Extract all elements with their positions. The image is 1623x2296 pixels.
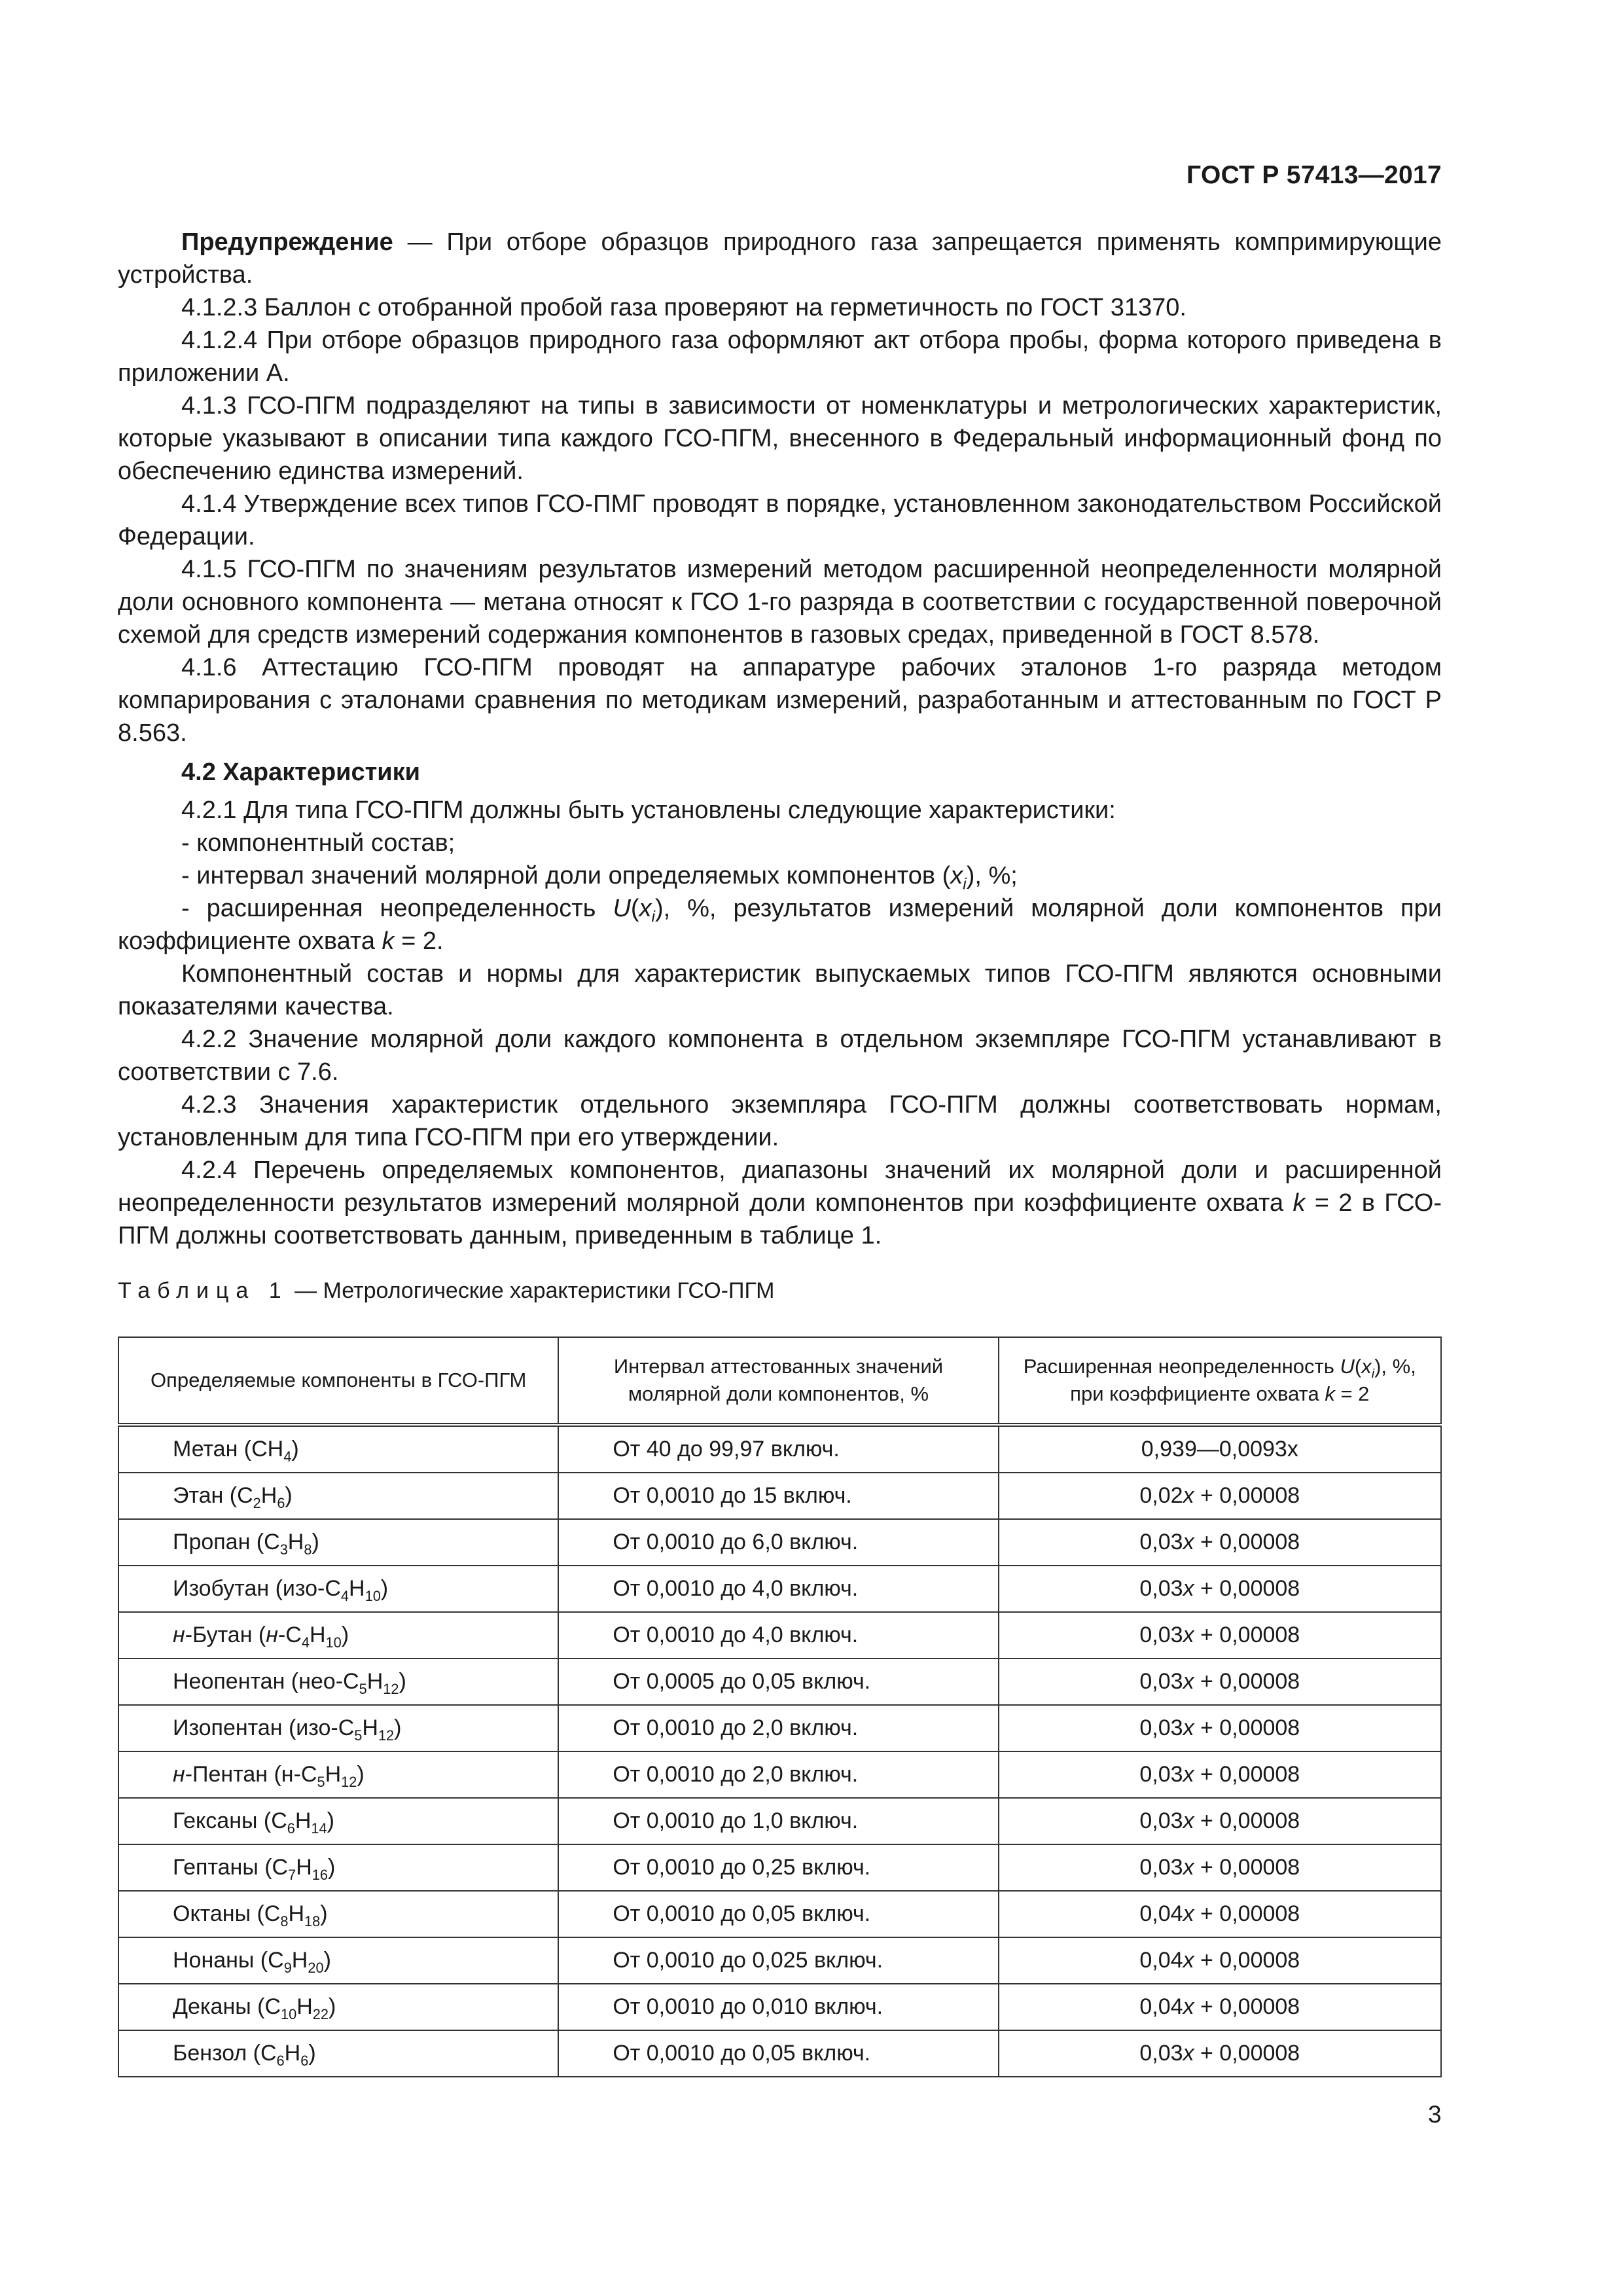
cell-uncertainty: 0,03x + 0,00008 <box>999 1751 1441 1798</box>
cell-component: Бензол $(C_6H_6)$ <box>118 2030 558 2077</box>
table-row-isobutane <box>118 1566 1441 1612</box>
table-row-methane <box>118 1425 1441 1473</box>
paragraph-4-1-2-4: 4.1.2.4 При отборе образцов природного газа оформляют акт отбора пробы, форма которого приведена в приложении А. <box>118 327 1442 387</box>
table-row-octanes <box>118 1891 1441 1937</box>
cell-component: Метан $(CH_4)$ <box>118 1425 558 1473</box>
cell-component: Октаны $(C_8H_{18})$ <box>118 1891 558 1937</box>
table-caption-label: Таблица 1 <box>118 1278 289 1303</box>
cell-range: От 0,0010 до 0,25 включ. <box>558 1844 998 1891</box>
paragraph-4-1-6: 4.1.6 Аттестацию ГСО-ПГМ проводят на аппаратуре рабочих эталонов 1-го разряда методом компарирования с эталонами сравнения по методикам измерений, разработанным и аттестованным по ГОСТ Р 8.563. <box>118 654 1442 747</box>
cell-range: От 40 до 99,97 включ. <box>558 1425 998 1473</box>
cell-uncertainty: 0,03x + 0,00008 <box>999 1659 1441 1705</box>
cell-component: н-Пентан $(н-C_5H_{12})$ <box>118 1751 558 1798</box>
cell-uncertainty: 0,03x + 0,00008 <box>999 1612 1441 1659</box>
warning-label: Предупреждение <box>181 228 393 256</box>
cell-component: Гептаны $(C_7H_{16})$ <box>118 1844 558 1891</box>
cell-range: От 0,0010 до 2,0 включ. <box>558 1705 998 1751</box>
warning-paragraph <box>118 226 1442 291</box>
cell-component: Деканы $(C_{10}H_{22})$ <box>118 1984 558 2030</box>
table-caption <box>118 1274 1442 1307</box>
cell-range: От 0,0010 до 15 включ. <box>558 1473 998 1519</box>
cell-range: От 0,0005 до 0,05 включ. <box>558 1659 998 1705</box>
table-row-nonanes <box>118 1937 1441 1984</box>
cell-uncertainty: 0,939—0,0093x <box>999 1425 1441 1473</box>
cell-component: Гексаны $(C_6H_{14})$ <box>118 1798 558 1844</box>
table-header-row <box>118 1337 1441 1425</box>
cell-component: Пропан $(C_3H_8)$ <box>118 1519 558 1566</box>
header-components: Определяемые компоненты в ГСО-ПГМ <box>118 1337 558 1425</box>
table-row-hexanes <box>118 1798 1441 1844</box>
paragraph-composition: Компонентный состав и нормы для характеристик выпускаемых типов ГСО-ПГМ являются основными показателями качества. <box>118 960 1442 1020</box>
table-row-propane <box>118 1519 1441 1566</box>
cell-uncertainty: 0,04x + 0,00008 <box>999 1891 1441 1937</box>
cell-range: От 0,0010 до 2,0 включ. <box>558 1751 998 1798</box>
cell-uncertainty: 0,04x + 0,00008 <box>999 1984 1441 2030</box>
table-row-benzene <box>118 2030 1441 2077</box>
table-row-decanes <box>118 1984 1441 2030</box>
cell-component: Нонаны $(C_9H_{20})$ <box>118 1937 558 1984</box>
cell-uncertainty: 0,03x + 0,00008 <box>999 1519 1441 1566</box>
cell-component: Этан $(C_2H_6)$ <box>118 1473 558 1519</box>
list-item-interval: - интервал значений молярной доли определяемых компонентов $(x_i)$, %; <box>181 862 1018 893</box>
cell-range: От 0,0010 до 0,010 включ. <box>558 1984 998 2030</box>
cell-uncertainty: 0,03x + 0,00008 <box>999 1566 1441 1612</box>
cell-uncertainty: 0,02x + 0,00008 <box>999 1473 1441 1519</box>
cell-range: От 0,0010 до 1,0 включ. <box>558 1798 998 1844</box>
table-row-n-pentane <box>118 1751 1441 1798</box>
table-row-n-butane <box>118 1612 1441 1659</box>
page-number: 3 <box>1428 2101 1442 2128</box>
standard-header: ГОСТ Р 57413—2017 <box>1186 161 1442 189</box>
cell-range: От 0,0010 до 4,0 включ. <box>558 1566 998 1612</box>
list-item-uncertainty: - расширенная неопределенность $U(x_i)$, %, результатов измерений молярной доли компонентов при коэффициенте охвата k = 2. <box>118 895 1442 955</box>
table-row-ethane <box>118 1473 1441 1519</box>
cell-uncertainty: 0,03x + 0,00008 <box>999 1844 1441 1891</box>
cell-component: Изобутан $(изо-C_4H_{10})$ <box>118 1566 558 1612</box>
warning-text: — При отборе образцов природного газа запрещается применять компримирующие устройства. <box>118 228 1442 289</box>
section-heading: 4.2 Характеристики <box>181 759 421 786</box>
table-row-neopentane <box>118 1659 1441 1705</box>
cell-component: Изопентан $(изо-C_5H_{12})$ <box>118 1705 558 1751</box>
paragraph-4-1-2-3: 4.1.2.3 Баллон с отобранной пробой газа проверяют на герметичность по ГОСТ 31370. <box>181 294 1186 321</box>
paragraph-4-2-1: 4.2.1 Для типа ГСО-ПГМ должны быть установлены следующие характеристики: <box>181 797 1116 824</box>
cell-range: От 0,0010 до 0,05 включ. <box>558 2030 998 2077</box>
paragraph-4-2-2: 4.2.2 Значение молярной доли каждого компонента в отдельном экземпляре ГСО-ПГМ устанавливают в соответствии с 7.6. <box>118 1026 1442 1086</box>
cell-uncertainty: 0,03x + 0,00008 <box>999 2030 1441 2077</box>
paragraph-4-1-5: 4.1.5 ГСО-ПГМ по значениям результатов измерений методом расширенной неопределенности молярной доли основного компонента — метана относят к ГСО 1-го разряда в соответствии с государственной поверочной схемой для средств измерений содержания компонентов в газовых средах, приведенной в ГОСТ 8.578. <box>118 556 1442 649</box>
paragraph-4-1-4: 4.1.4 Утверждение всех типов ГСО-ПМГ проводят в порядке, установленном законодательством Российской Федерации. <box>118 490 1442 550</box>
header-uncertainty: Расширенная неопределенность $U(x_i)$, %, при коэффициенте охвата k = 2 <box>999 1337 1441 1425</box>
paragraph-4-2-3: 4.2.3 Значения характеристик отдельного экземпляра ГСО-ПГМ должны соответствовать нормам, установленным для типа ГСО-ПГМ при его утверждении. <box>118 1091 1442 1151</box>
table-row-isopentane <box>118 1705 1441 1751</box>
document-body <box>118 226 1442 1321</box>
cell-range: От 0,0010 до 6,0 включ. <box>558 1519 998 1566</box>
cell-range: От 0,0010 до 0,025 включ. <box>558 1937 998 1984</box>
list-item-composition: - компонентный состав; <box>181 829 455 857</box>
paragraph-4-1-3: 4.1.3 ГСО-ПГМ подразделяют на типы в зависимости от номенклатуры и метрологических характеристик, которые указывают в описании типа каждого ГСО-ПГМ, внесенного в Федеральный информационный фонд по обеспечению единства измерений. <box>118 392 1442 485</box>
cell-range: От 0,0010 до 0,05 включ. <box>558 1891 998 1937</box>
cell-component: н-Бутан $(н-C_4H_{10})$ <box>118 1612 558 1659</box>
cell-uncertainty: 0,03x + 0,00008 <box>999 1798 1441 1844</box>
metrology-table <box>118 1336 1442 2077</box>
table-caption-text: — Метрологические характеристики ГСО-ПГМ <box>288 1278 775 1303</box>
cell-component: Неопентан $(нео-C_5H_{12})$ <box>118 1659 558 1705</box>
table-row-heptanes <box>118 1844 1441 1891</box>
cell-uncertainty: 0,03x + 0,00008 <box>999 1705 1441 1751</box>
cell-uncertainty: 0,04x + 0,00008 <box>999 1937 1441 1984</box>
header-interval: Интервал аттестованных значений молярной доли компонентов, % <box>558 1337 998 1425</box>
cell-range: От 0,0010 до 4,0 включ. <box>558 1612 998 1659</box>
paragraph-4-2-4: 4.2.4 Перечень определяемых компонентов, диапазоны значений их молярной доли и расширенной неопределенности результатов измерений молярной доли компонентов при коэффициенте охвата k = 2 в ГСО-ПГМ должны соответствовать данным, приведенным в таблице 1. <box>118 1157 1442 1249</box>
